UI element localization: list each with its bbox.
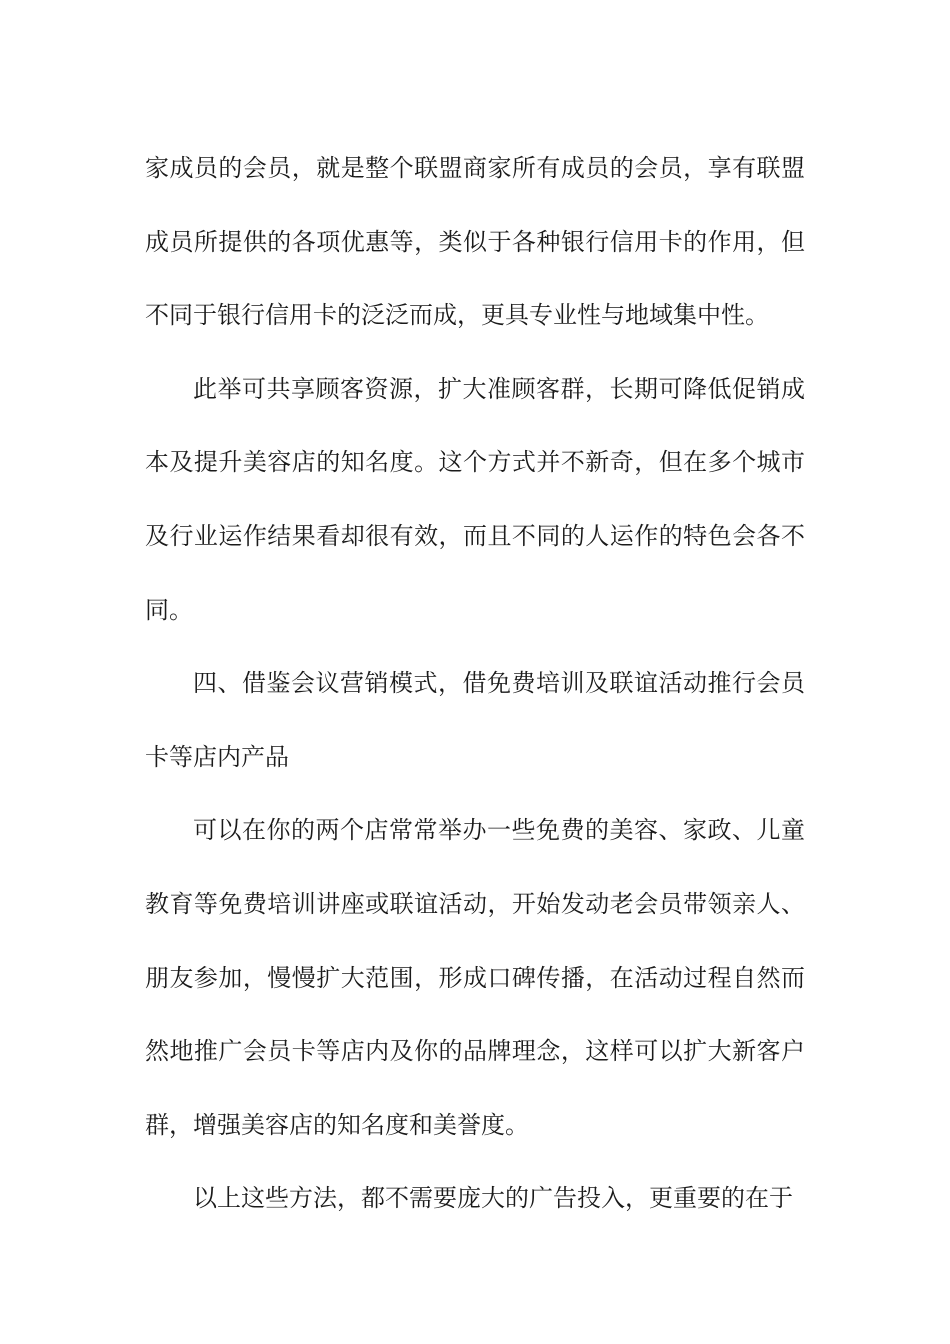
paragraph-free-training: 可以在你的两个店常常举办一些免费的美容、家政、儿童教育等免费培训讲座或联谊活动，开始发动老会员带领亲人、朋友参加，慢慢扩大范围，形成口碑传播，在活动过程自然而然地推广会员卡等店内及你的品牌理念，这样可以扩大新客户群，增强美容店的知名度和美誉度。 xyxy=(145,816,805,1139)
paragraph-shared-resources: 此举可共享顾客资源，扩大准顾客群，长期可降低促销成本及提升美容店的知名度。这个方式并不新奇，但在多个城市及行业运作结果看却很有效，而且不同的人运作的特色会各不同。 xyxy=(145,374,805,624)
body-text xyxy=(145,132,805,1236)
paragraph-alliance-membership: 家成员的会员，就是整个联盟商家所有成员的会员，享有联盟成员所提供的各项优惠等，类似于各种银行信用卡的作用，但不同于银行信用卡的泛泛而成，更具专业性与地域集中性。 xyxy=(145,154,805,330)
section-heading-four: 四、借鉴会议营销模式，借免费培训及联谊活动推行会员卡等店内产品 xyxy=(145,669,805,771)
paragraph-conclusion: 以上这些方法，都不需要庞大的广告投入，更重要的在于 xyxy=(193,1184,793,1213)
